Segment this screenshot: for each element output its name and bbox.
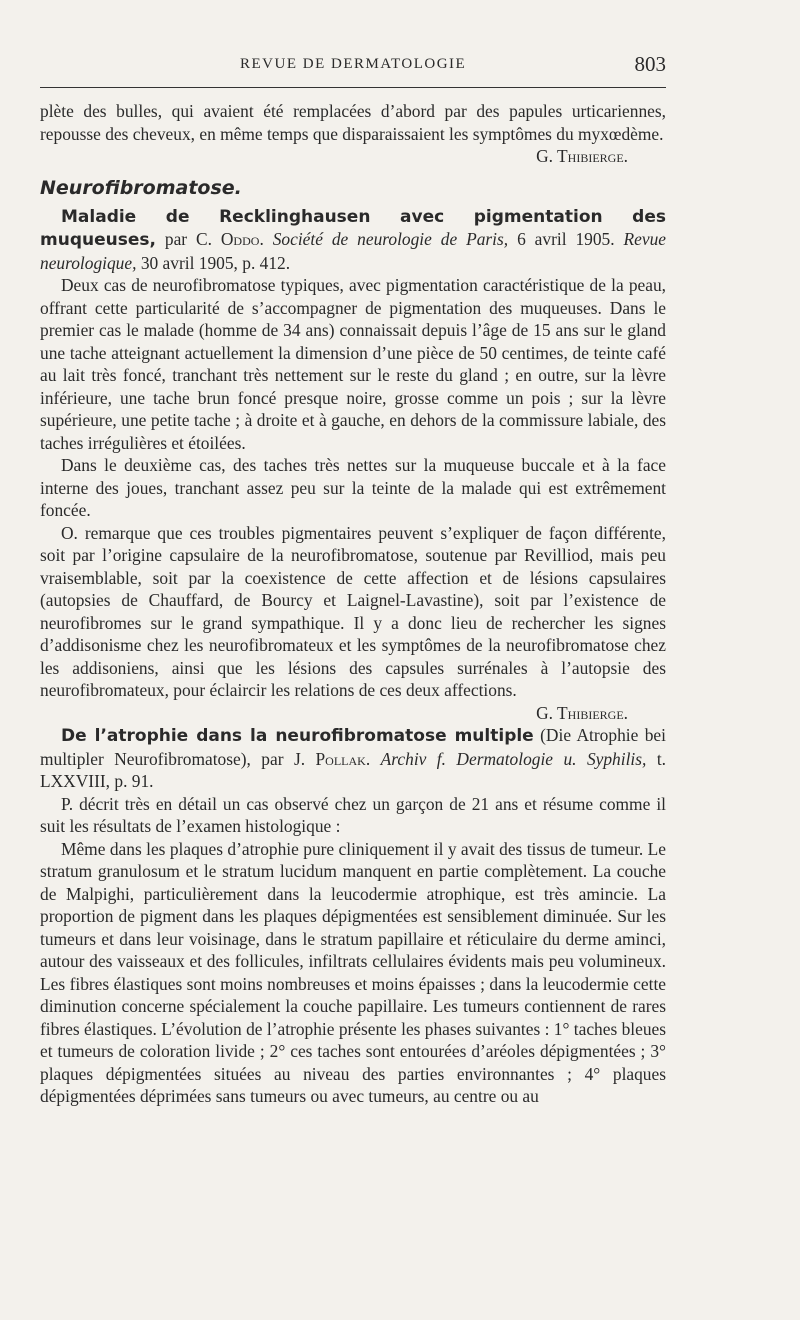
running-title: REVUE DE DERMATOLOGIE xyxy=(240,56,467,72)
intro-text: plète des bulles, qui avaient été remplacées d’abord par des papules urticariennes, repousse des cheveux, en même temps que disparaissaient les symptômes du myxœdème. xyxy=(40,101,666,144)
article1-paragraph-2: Dans le deuxième cas, des taches très nettes sur la muqueuse buccale et à la face interne des joues, tranchant assez peu sur la teinte de la malade qui est extrêmement foncée. xyxy=(40,455,666,520)
article2-author: Pollak. xyxy=(315,748,371,769)
article1-ref: 30 avril 1905, p. 412. xyxy=(140,252,291,273)
article1-title: Maladie de Recklinghausen avec pigmentation des muqueuses, xyxy=(40,206,666,250)
article1-signature: G. Thibierge. xyxy=(536,702,628,723)
page-header xyxy=(40,52,666,80)
article2-citation xyxy=(40,724,666,793)
article1-by: par C. xyxy=(164,229,212,249)
article2-paragraph-2: Même dans les plaques d’atrophie pure cliniquement il y avait des tissus de tumeur. Le stratum granulosum et le stratum lucidum manquent en partie complètement. La couche de Malpighi, particulièrement dans la leucodermie atrophique, est très amincie. La proportion de pigment dans les plaques dépigmentées est sensiblement diminuée. Sur les tumeurs et dans leur voisinage, dans le stratum papillaire et réticulaire du derme aminci, autour des vaisseaux et des follicules, infiltrats cellulaires évidents mais peu volumineux. Les fibres élastiques sont moins nombreuses et moins épaisses ; dans la leucodermie cette diminution concerne spécialement la couche papillaire. Les tumeurs contiennent de rares fibres élastiques. L’évolution de l’atrophie présente les phases suivantes : 1° taches bleues et tumeurs de coloration livide ; 2° ces taches sont entourées d’aréoles dépigmentées ; 3° plaques dépigmentées situées au niveau des parties environnantes ; 4° plaques dépigmentées déprimées sans tumeurs ou avec tumeurs, au centre ou au xyxy=(40,838,666,1106)
article2-journal: Archiv f. Dermatologie u. Syphilis, xyxy=(380,748,647,769)
article1-paragraph-3 xyxy=(40,522,666,702)
page-number: 803 xyxy=(634,52,666,76)
article2-title: De l’atrophie dans la neurofibromatose multiple xyxy=(61,726,534,746)
section-heading: Neurofibromatose. xyxy=(40,176,242,199)
article2-paragraph-1: P. décrit très en détail un cas observé chez un garçon de 21 ans et résume comme il suit les résultats de l’examen histologique : xyxy=(40,793,666,836)
intro-signature-line xyxy=(40,145,666,168)
article1-paragraph-3-text: O. remarque que ces troubles pigmentaires peuvent s’expliquer de façon différente, soit par l’origine capsulaire de la neurofibromatose, soutenue par Revilliod, mais peu vraisemblable, soit par la coexistence de cette affection et de lésions capsulaires (autopsies de Chauffard, de Bourcy et Laignel-Lavastine), soit par l’existence de neurofibromes sur le grand sympathique. Il y a donc lieu de rechercher les signes d’addisonisme chez les neurofibromateux et les symptômes de la neurofibromatose chez les addisoniens, ainsi que les lésions des capsules surrénales à l’autopsie des neurofibromateux, pour éclaircir les relations de ces deux affections. xyxy=(40,522,666,700)
page-body xyxy=(40,100,666,1108)
article1-journal: Revue neurologique, xyxy=(40,229,666,273)
article1-signature-line xyxy=(40,702,666,725)
article1-paragraph-1: Deux cas de neurofibromatose typiques, avec pigmentation caractéristique de la peau, offrant cette particularité de s’accompagner de pigmentation des muqueuses. Dans le premier cas le malade (homme de 34 ans) connaissait depuis l’âge de 15 ans sur le gland une tache atteignant actuellement la dimension d’une pièce de 50 centimes, de teinte café au lait très foncé, tranchant très nettement sur le reste du gland ; en outre, sur la lèvre inférieure, une tache brun foncé presque noire, grosse comme un pois ; sur la lèvre supérieure, une petite tache ; à droite et à gauche, en dehors de la commissure labiale, des taches irrégulières et étoilées. xyxy=(40,275,666,453)
article1-citation: Maladie de Recklinghausen avec pigmentation des muqueuses, par C. Oddo. Société de neurologie de Paris, 6 avril 1905. Revue neurologique, 30 avril 1905, p. 412. xyxy=(40,206,666,273)
article1-society: Société de neurologie de Paris, xyxy=(272,229,509,249)
header-rule xyxy=(40,87,666,88)
article2-subtitle: (Die Atrophie bei multipler Neurofibromatose), par J. xyxy=(40,725,666,769)
article1-author: Oddo xyxy=(220,229,260,249)
intro-signature: G. Thibierge. xyxy=(536,146,628,166)
article1-date: 6 avril 1905. xyxy=(517,229,615,249)
article2-ref: t. LXXVIII, p. 91. xyxy=(40,748,667,791)
intro-paragraph xyxy=(40,100,666,145)
